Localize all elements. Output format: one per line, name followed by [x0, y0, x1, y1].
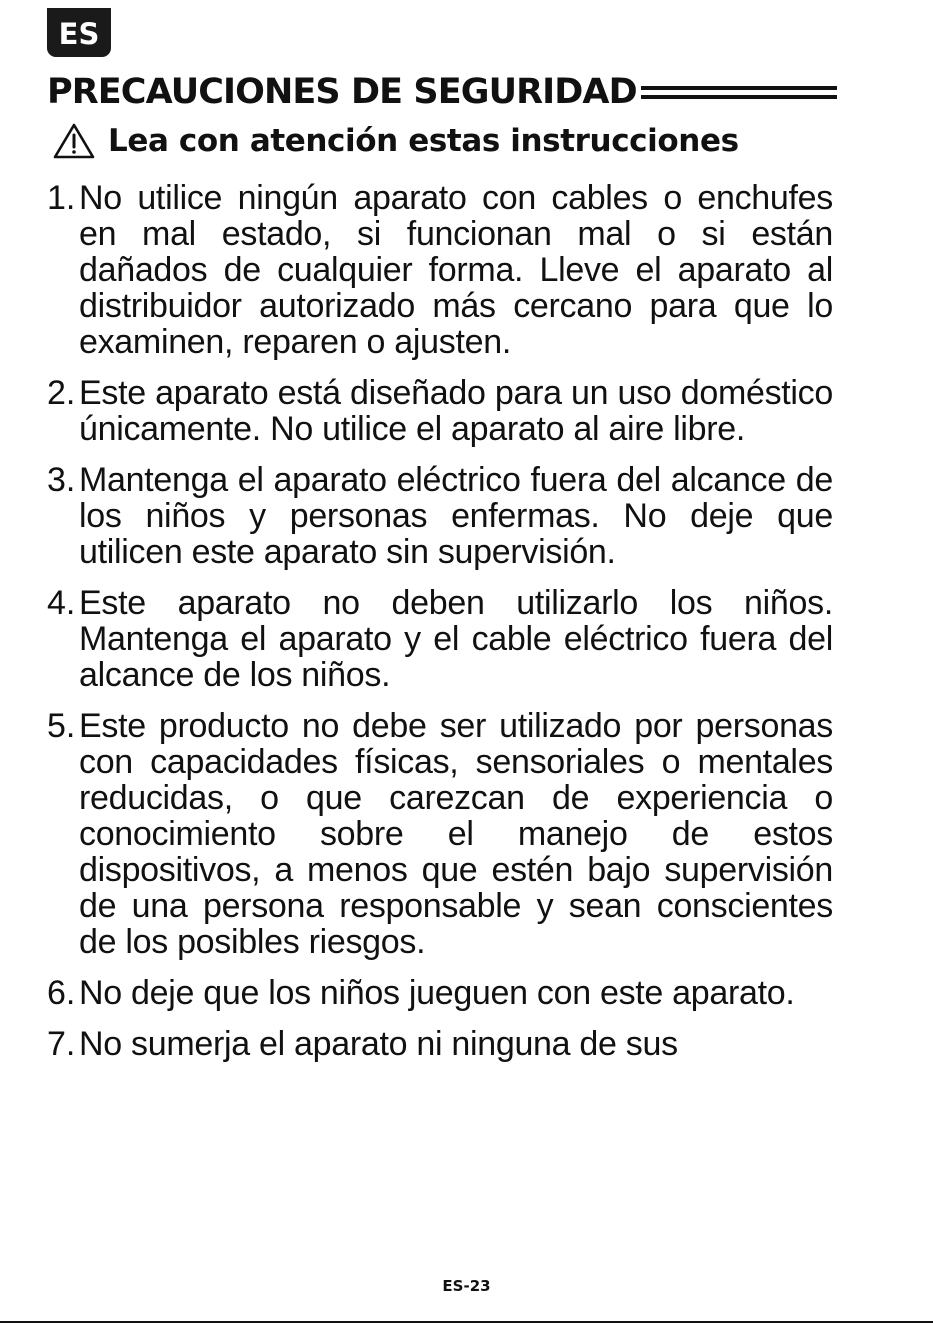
- warning-triangle-icon: [52, 122, 96, 160]
- title-double-rule: [641, 86, 837, 99]
- item-number: 1.: [47, 179, 76, 217]
- list-item: [47, 585, 833, 693]
- item-text: Mantenga el aparato eléctrico fuera del alcance de los niños y personas enfermas. No deje que utilicen este aparato sin supervisión.: [79, 461, 833, 571]
- list-item: [47, 462, 833, 570]
- list-item: [47, 975, 833, 1011]
- list-item: [47, 708, 833, 960]
- item-number: 5.: [47, 707, 76, 745]
- item-number: 4.: [47, 584, 76, 622]
- item-text: Este aparato está diseñado para un uso doméstico únicamente. No utilice el aparato al aire libre.: [79, 374, 833, 448]
- item-text: Este aparato no deben utilizarlo los niños. Mantenga el aparato y el cable eléctrico fuera del alcance de los niños.: [79, 584, 833, 694]
- title-row: [47, 66, 837, 118]
- list-item: [47, 1026, 833, 1062]
- subtitle-row: [52, 120, 739, 162]
- list-item: [47, 180, 833, 360]
- subtitle: Lea con atención estas instrucciones: [108, 123, 739, 159]
- item-number: 7.: [47, 1025, 76, 1063]
- item-text: Este producto no debe ser utilizado por personas con capacidades físicas, sensoriales o mentales reducidas, o que carezcan de experiencia o conocimiento sobre el manejo de estos dispositivos, a menos que estén bajo supervisión de una persona responsable y sean conscientes de los posibles riesgos.: [79, 707, 833, 961]
- item-text: No utilice ningún aparato con cables o enchufes en mal estado, si funcionan mal o si están dañados de cualquier forma. Lleve el aparato al distribuidor autorizado más cercano para que lo examinen, reparen o ajusten.: [79, 179, 833, 361]
- item-number: 6.: [47, 974, 76, 1012]
- page-title: PRECAUCIONES DE SEGURIDAD: [47, 72, 637, 112]
- bottom-rule: [0, 1321, 933, 1323]
- item-text: No sumerja el aparato ni ninguna de sus: [79, 1025, 678, 1063]
- safety-instructions-list: [47, 180, 833, 1077]
- item-number: 3.: [47, 461, 76, 499]
- language-badge: ES: [47, 8, 111, 57]
- item-text: No deje que los niños jueguen con este aparato.: [79, 974, 795, 1012]
- list-item: [47, 375, 833, 447]
- page-number: ES-23: [442, 1277, 491, 1295]
- item-number: 2.: [47, 374, 76, 412]
